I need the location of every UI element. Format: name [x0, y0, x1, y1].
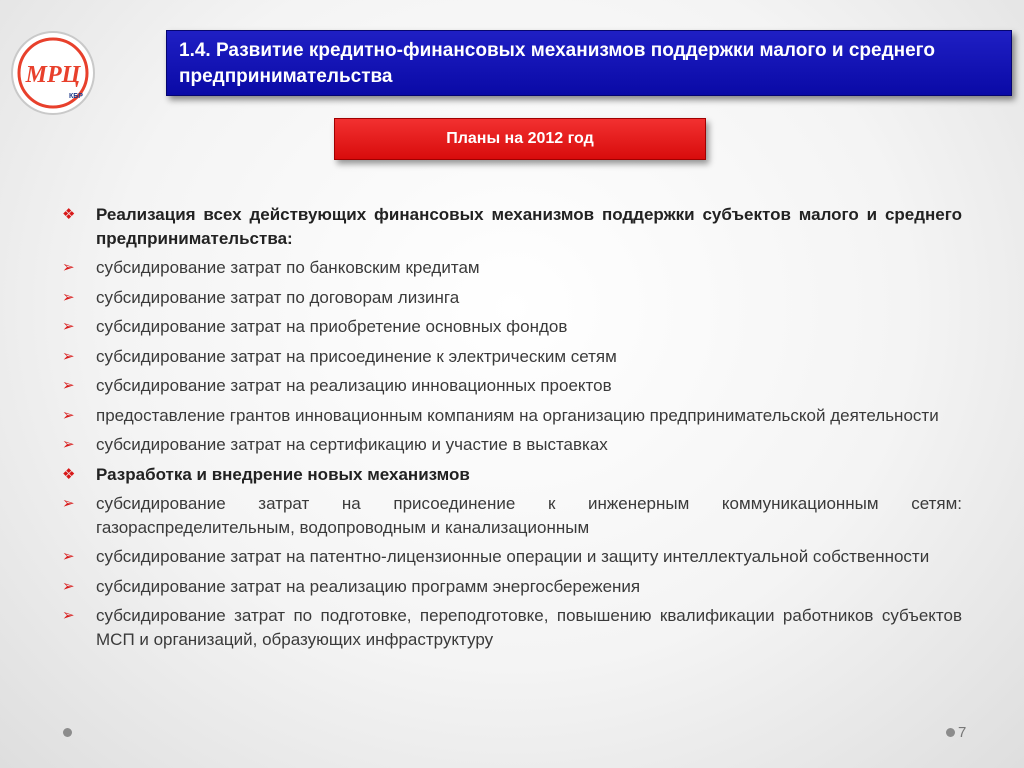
arrow-bullet-icon: ➢ [62, 318, 75, 335]
arrow-bullet-icon: ➢ [62, 436, 75, 453]
list-heading: ❖ Разработка и внедрение новых механизмов [62, 463, 962, 487]
plans-banner [334, 118, 706, 160]
slide-title: 1.4. Развитие кредитно-финансовых механизмов поддержки малого и среднего предпринимательства [179, 40, 935, 87]
list-item: ➢ предоставление грантов инновационным компаниям на организацию предпринимательской деятельности [62, 404, 962, 428]
arrow-bullet-icon: ➢ [62, 495, 75, 512]
list-item: ➢ субсидирование затрат по банковским кредитам [62, 256, 962, 280]
list-item: ➢ субсидирование затрат на реализацию программ энергосбережения [62, 575, 962, 599]
slide-title-box [166, 30, 1012, 96]
list-item: ➢ субсидирование затрат на приобретение основных фондов [62, 315, 962, 339]
logo-text: МРЦ [25, 62, 81, 88]
arrow-bullet-icon: ➢ [62, 259, 75, 276]
arrow-bullet-icon: ➢ [62, 548, 75, 565]
arrow-bullet-icon: ➢ [62, 288, 75, 306]
diamond-bullet-icon: ❖ [62, 206, 76, 223]
list-heading: ❖ Реализация всех действующих финансовых механизмов поддержки субъектов малого и среднего предпринимательства: [62, 205, 962, 248]
list-item: ➢ субсидирование затрат на патентно-лицензионные операции и защиту интеллектуальной собственности [62, 545, 962, 569]
arrow-bullet-icon: ➢ [62, 577, 75, 595]
logo [10, 30, 96, 116]
arrow-bullet-icon: ➢ [62, 406, 75, 424]
logo-subtext: КБР [69, 93, 83, 100]
list-item: ➢ субсидирование затрат на присоединение к электрическим сетям [62, 345, 962, 369]
list-item: ➢ субсидирование затрат на присоединение к инженерным коммуникационным сетям: газораспределительным, водопроводным и канализационным [62, 494, 962, 537]
content-list [62, 203, 962, 657]
plans-label: Планы на 2012 год [446, 130, 594, 147]
decor-dot-left [63, 728, 72, 737]
list-item: ➢ субсидирование затрат по договорам лизинга [62, 286, 962, 310]
arrow-bullet-icon: ➢ [62, 607, 75, 624]
list-item: ➢ субсидирование затрат по подготовке, переподготовке, повышению квалификации работников субъектов МСП и организаций, образующих инфраструктуру [62, 606, 962, 649]
list-item: ➢ субсидирование затрат на сертификацию и участие в выставках [62, 433, 962, 457]
decor-dot-right [946, 728, 955, 737]
arrow-bullet-icon: ➢ [62, 377, 75, 394]
diamond-bullet-icon: ❖ [62, 465, 76, 483]
list-item: ➢ субсидирование затрат на реализацию инновационных проектов [62, 374, 962, 398]
page-number: 7 [958, 724, 967, 741]
arrow-bullet-icon: ➢ [62, 347, 75, 365]
